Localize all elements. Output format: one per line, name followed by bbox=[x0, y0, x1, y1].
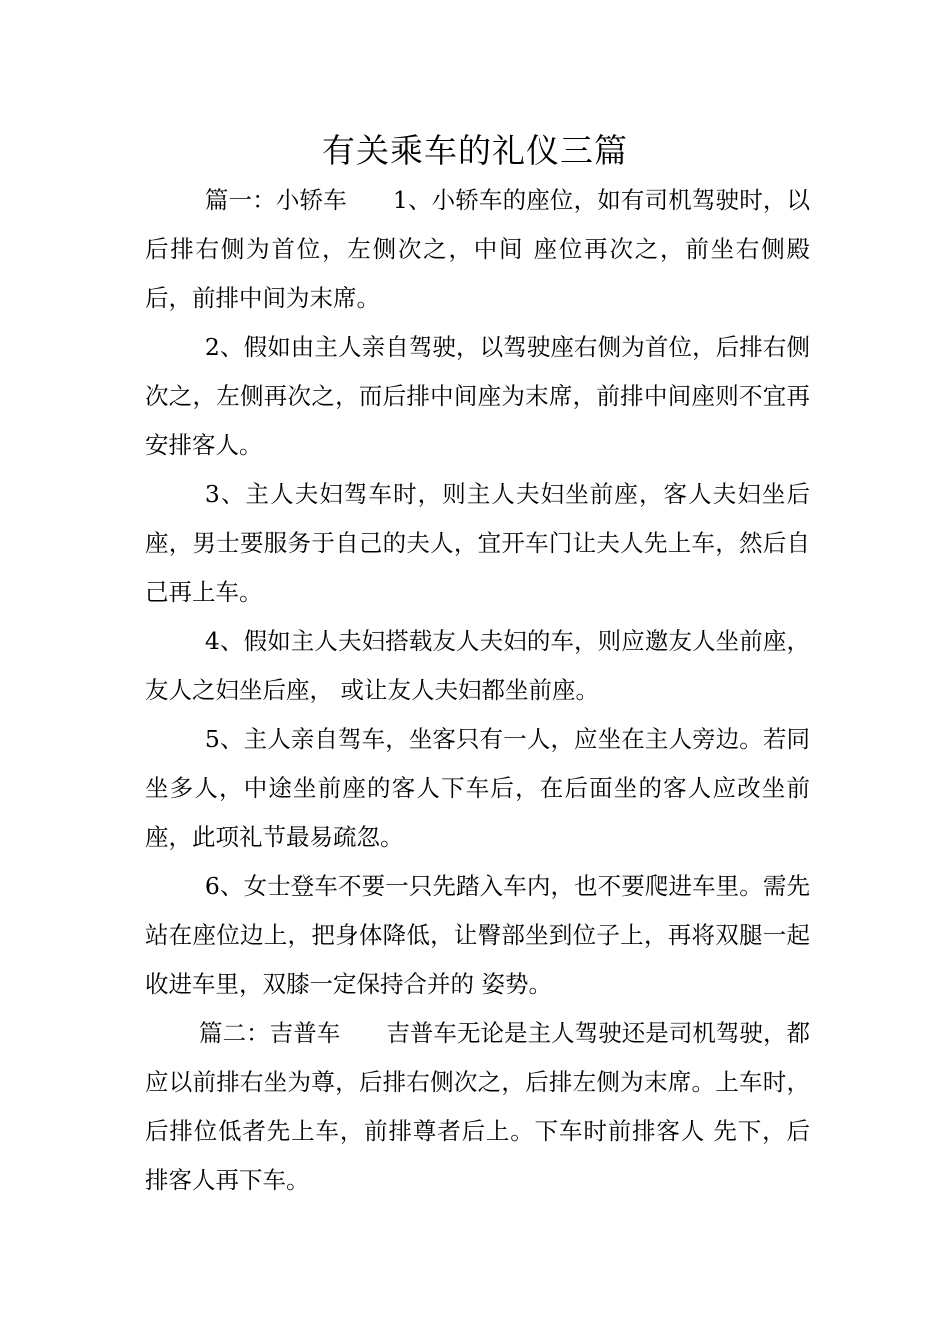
document-body bbox=[145, 176, 810, 1205]
paragraph-section-2 bbox=[145, 1009, 810, 1205]
paragraph-5: 5、主人亲自驾车，坐客只有一人，应坐在主人旁边。若同坐多人，中途坐前座的客人下车后，在后面坐的客人应改坐前座，此项礼节最易疏忽。 bbox=[145, 725, 810, 851]
paragraph-6: 6、女士登车不要一只先踏入车内，也不要爬进车里。需先站在座位边上，把身体降低，让臀部坐到位子上，再将双腿一起收进车里，双膝一定保持合并的 姿势。 bbox=[145, 872, 810, 998]
section-2-text: 吉普车无论是主人驾驶还是司机驾驶，都应以前排右坐为尊，后排右侧次之，后排左侧为末席。上车时，后排位低者先上车，前排尊者后上。下车时前排客人 先下，后排客人再下车。 bbox=[145, 1019, 811, 1194]
paragraph-1 bbox=[145, 176, 810, 323]
section-1-heading: 篇一：小轿车 bbox=[204, 186, 347, 214]
paragraph-1-text: 1、小轿车的座位，如有司机驾驶时，以后排右侧为首位，左侧次之，中间 座位再次之，前坐右侧殿后，前排中间为末席。 bbox=[145, 186, 811, 312]
section-2-heading: 篇二：吉普车 bbox=[199, 1019, 341, 1047]
paragraph-2: 2、假如由主人亲自驾驶，以驾驶座右侧为首位，后排右侧次之，左侧再次之，而后排中间座为末席，前排中间座则不宜再安排客人。 bbox=[145, 333, 810, 459]
paragraph-4: 4、假如主人夫妇搭载友人夫妇的车，则应邀友人坐前座，友人之妇坐后座， 或让友人夫妇都坐前座。 bbox=[145, 627, 810, 704]
paragraph-3: 3、主人夫妇驾车时，则主人夫妇坐前座，客人夫妇坐后座，男士要服务于自己的夫人，宜开车门让夫人先上车，然后自己再上车。 bbox=[145, 480, 810, 606]
document-title: 有关乘车的礼仪三篇 bbox=[322, 131, 628, 170]
